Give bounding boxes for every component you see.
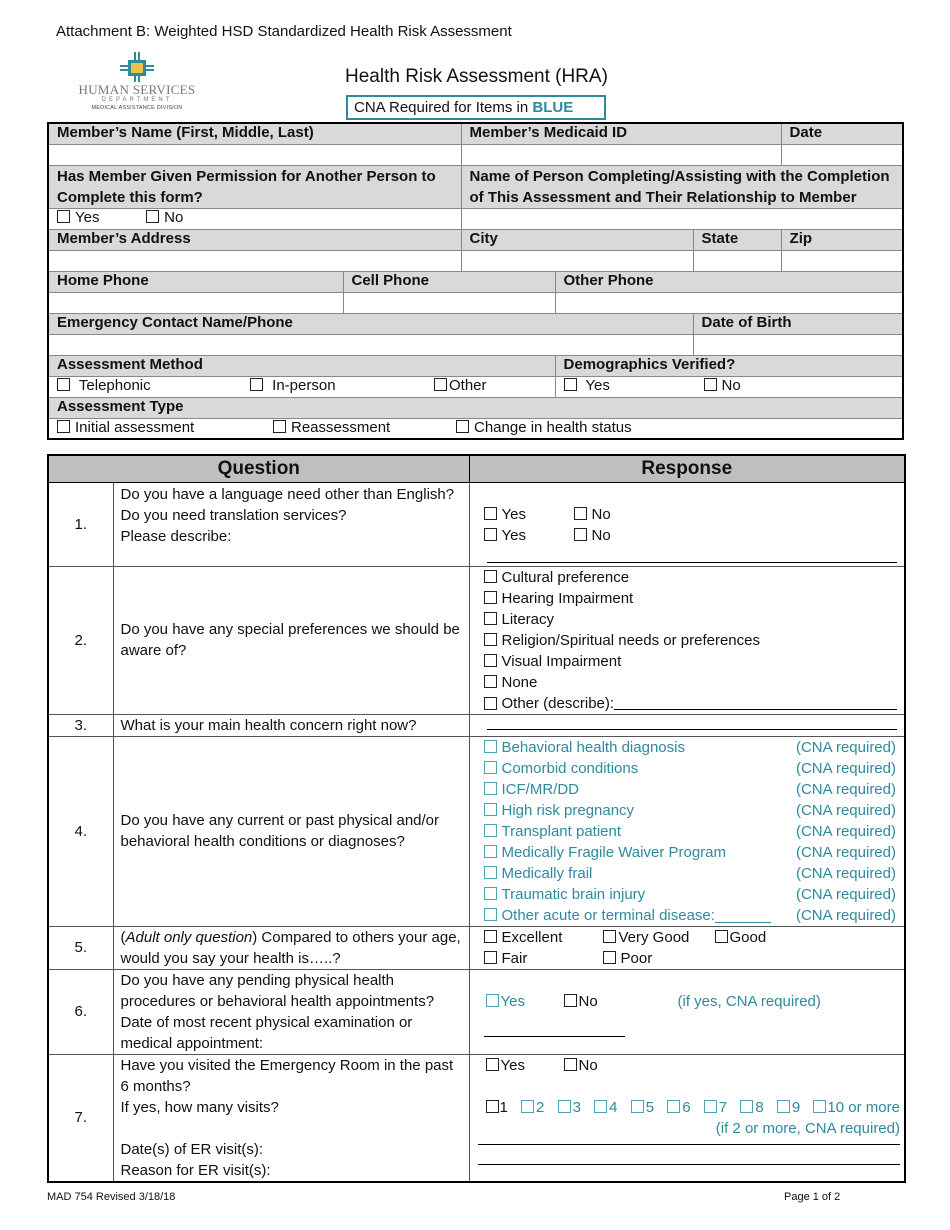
question-row-4 <box>48 736 905 926</box>
checkbox[interactable] <box>484 908 497 921</box>
response-5 <box>469 926 905 969</box>
checkbox[interactable] <box>704 1100 717 1113</box>
describe-line[interactable] <box>487 546 898 563</box>
option-hearing[interactable]: Hearing Impairment <box>484 588 898 609</box>
er-count-3[interactable]: 3 <box>558 1097 581 1118</box>
question-number: 5. <box>48 926 113 969</box>
er-count-2[interactable]: 2 <box>521 1097 544 1118</box>
option-other-disease[interactable]: Other acute or terminal disease: (CNA required) <box>484 905 897 926</box>
type-options <box>48 418 903 439</box>
question-text: (Adult only question) Compared to others your age, would you say your health is…..? <box>113 926 469 969</box>
option-comorbid[interactable]: Comorbid conditions (CNA required) <box>484 758 897 779</box>
pending-note: (if yes, CNA required) <box>677 992 821 1010</box>
method-label: Assessment Method <box>48 355 555 376</box>
option-transplant[interactable]: Transplant patient (CNA required) <box>484 821 897 842</box>
response-1 <box>469 482 905 566</box>
date-field[interactable] <box>781 144 903 165</box>
page-number: Page 1 of 2 <box>784 1191 841 1203</box>
other-disease-line[interactable] <box>715 908 771 923</box>
logo-line1: HUMAN SERVICES <box>78 82 196 97</box>
member-name-field[interactable] <box>48 144 461 165</box>
question-number: 2. <box>48 566 113 714</box>
response-3[interactable] <box>469 714 905 736</box>
question-row-1 <box>48 482 905 566</box>
health-poor[interactable]: Poor <box>603 948 653 969</box>
pending-no[interactable]: No <box>564 991 678 1012</box>
member-info-table <box>47 122 904 440</box>
method-other[interactable]: Other <box>434 377 487 394</box>
checkbox[interactable] <box>484 845 497 858</box>
member-name-label: Member’s Name (First, Middle, Last) <box>48 123 461 144</box>
question-table <box>47 454 906 1183</box>
response-6 <box>469 969 905 1054</box>
checkbox[interactable] <box>484 782 497 795</box>
person-completing-field[interactable] <box>461 208 903 229</box>
form-number: MAD 754 Revised 3/18/18 <box>47 1191 176 1203</box>
checkbox[interactable] <box>484 612 497 625</box>
checkbox[interactable] <box>484 528 497 541</box>
medicaid-id-field[interactable] <box>461 144 781 165</box>
option-none[interactable]: None <box>484 672 898 693</box>
er-count-6[interactable]: 6 <box>667 1097 690 1118</box>
option-literacy[interactable]: Literacy <box>484 609 898 630</box>
checkbox[interactable] <box>57 210 70 223</box>
question-row-7 <box>48 1054 905 1182</box>
date-label: Date <box>781 123 903 144</box>
question-number: 1. <box>48 482 113 566</box>
type-change[interactable]: Change in health status <box>456 419 632 436</box>
checkbox[interactable] <box>484 654 497 667</box>
option-visual[interactable]: Visual Impairment <box>484 651 898 672</box>
er-count-5[interactable]: 5 <box>631 1097 654 1118</box>
er-yes[interactable]: Yes <box>486 1055 564 1076</box>
emergency-field[interactable] <box>48 334 693 355</box>
checkbox[interactable] <box>715 930 728 943</box>
checkbox[interactable] <box>564 1058 577 1071</box>
checkbox[interactable] <box>484 887 497 900</box>
health-fair[interactable]: Fair <box>484 948 603 969</box>
question-text: Do you have any pending physical health procedures or behavioral health appointments? Date of most recent physical examination or medical appointment: <box>113 969 469 1054</box>
translation-no[interactable]: No <box>574 525 611 546</box>
type-label: Assessment Type <box>48 397 903 418</box>
checkbox[interactable] <box>631 1100 644 1113</box>
checkbox[interactable] <box>484 803 497 816</box>
er-reason-line[interactable] <box>478 1145 901 1165</box>
state-field[interactable] <box>693 250 781 271</box>
checkbox[interactable] <box>777 1100 790 1113</box>
checkbox[interactable] <box>486 1058 499 1071</box>
question-number: 7. <box>48 1054 113 1182</box>
checkbox[interactable] <box>484 930 497 943</box>
checkbox[interactable] <box>250 378 263 391</box>
translation-yes[interactable]: Yes <box>484 525 574 546</box>
checkbox[interactable] <box>558 1100 571 1113</box>
er-no[interactable]: No <box>564 1055 598 1076</box>
question-text: Do you have any current or past physical and/or behavioral health conditions or diagnoses? <box>113 736 469 926</box>
response-4 <box>469 736 905 926</box>
attachment-title: Attachment B: Weighted HSD Standardized Health Risk Assessment <box>56 23 512 40</box>
address-label: Member’s Address <box>48 229 461 250</box>
response-7 <box>469 1054 905 1182</box>
checkbox[interactable] <box>704 378 717 391</box>
er-count-10-plus[interactable]: 10 or more <box>813 1097 900 1118</box>
checkbox[interactable] <box>574 507 587 520</box>
checkbox[interactable] <box>813 1100 826 1113</box>
other-describe-line[interactable] <box>614 693 897 710</box>
cna-notice-text: CNA Required for Items in <box>354 99 529 116</box>
zip-label: Zip <box>781 229 903 250</box>
checkbox[interactable] <box>564 994 577 1007</box>
hsd-logo <box>76 52 198 114</box>
checkbox[interactable] <box>603 930 616 943</box>
demographics-no[interactable]: No <box>704 377 741 394</box>
option-pregnancy[interactable]: High risk pregnancy (CNA required) <box>484 800 897 821</box>
column-question: Question <box>48 455 469 482</box>
checkbox[interactable] <box>486 1100 499 1113</box>
permission-no[interactable]: No <box>146 209 183 226</box>
checkbox[interactable] <box>486 994 499 1007</box>
permission-label: Has Member Given Permission for Another Person to Complete this form? <box>48 165 461 208</box>
logo-line3: MEDICAL ASSISTANCE DIVISION <box>91 105 183 111</box>
type-initial[interactable]: Initial assessment <box>57 419 273 436</box>
city-field[interactable] <box>461 250 693 271</box>
cna-notice <box>346 95 606 120</box>
option-religion[interactable]: Religion/Spiritual needs or preferences <box>484 630 898 651</box>
dob-field[interactable] <box>693 334 903 355</box>
method-in-person[interactable]: In-person <box>250 377 434 394</box>
question-row-2 <box>48 566 905 714</box>
home-phone-field[interactable] <box>48 292 343 313</box>
er-count-7[interactable]: 7 <box>704 1097 727 1118</box>
question-text: Have you visited the Emergency Room in the past 6 months? If yes, how many visits? Date(s) of ER visit(s): Reason for ER visit(s): <box>113 1054 469 1182</box>
demographics-options <box>555 376 903 397</box>
question-number: 3. <box>48 714 113 736</box>
demographics-label: Demographics Verified? <box>555 355 903 376</box>
question-text: Do you have a language need other than English? Do you need translation services? Please describe: <box>113 482 469 566</box>
checkbox[interactable] <box>484 951 497 964</box>
checkbox[interactable] <box>667 1100 680 1113</box>
type-reassessment[interactable]: Reassessment <box>273 419 456 436</box>
home-phone-label: Home Phone <box>48 271 343 292</box>
health-excellent[interactable]: Excellent <box>484 927 603 948</box>
cell-phone-label: Cell Phone <box>343 271 555 292</box>
demographics-yes[interactable]: Yes <box>564 377 704 394</box>
er-count-9[interactable]: 9 <box>777 1097 800 1118</box>
checkbox[interactable] <box>484 675 497 688</box>
question-row-6 <box>48 969 905 1054</box>
option-frail[interactable]: Medically frail (CNA required) <box>484 863 897 884</box>
er-count-options <box>486 1097 901 1118</box>
health-good[interactable]: Good <box>715 927 767 948</box>
medicaid-id-label: Member’s Medicaid ID <box>461 123 781 144</box>
person-completing-label: Name of Person Completing/Assisting with the Completion of This Assessment and Their Relationship to Member <box>461 165 903 208</box>
other-phone-field[interactable] <box>555 292 903 313</box>
checkbox[interactable] <box>521 1100 534 1113</box>
option-other[interactable]: Other (describe): <box>484 693 898 714</box>
checkbox[interactable] <box>740 1100 753 1113</box>
permission-options <box>48 208 461 229</box>
cell-phone-field[interactable] <box>343 292 555 313</box>
checkbox[interactable] <box>484 507 497 520</box>
page-title: Health Risk Assessment (HRA) <box>345 66 608 87</box>
er-count-1[interactable]: 1 <box>486 1097 508 1118</box>
checkbox[interactable] <box>484 761 497 774</box>
checkbox[interactable] <box>484 570 497 583</box>
option-icf[interactable]: ICF/MR/DD (CNA required) <box>484 779 897 800</box>
checkbox[interactable] <box>146 210 159 223</box>
question-number: 4. <box>48 736 113 926</box>
option-tbi[interactable]: Traumatic brain injury (CNA required) <box>484 884 897 905</box>
column-response: Response <box>469 455 905 482</box>
er-note: (if 2 or more, CNA required) <box>715 1119 900 1137</box>
health-concern-line[interactable] <box>487 715 898 730</box>
health-very-good[interactable]: Very Good <box>603 927 715 948</box>
state-label: State <box>693 229 781 250</box>
other-phone-label: Other Phone <box>555 271 903 292</box>
question-row-5 <box>48 926 905 969</box>
question-number: 6. <box>48 969 113 1054</box>
question-text: Do you have any special preferences we should be aware of? <box>113 566 469 714</box>
address-field[interactable] <box>48 250 461 271</box>
checkbox[interactable] <box>484 591 497 604</box>
checkbox[interactable] <box>603 951 616 964</box>
language-yes[interactable]: Yes <box>484 504 574 525</box>
checkbox[interactable] <box>273 420 286 433</box>
checkbox[interactable] <box>484 633 497 646</box>
checkbox[interactable] <box>484 824 497 837</box>
option-cultural[interactable]: Cultural preference <box>484 567 898 588</box>
checkbox[interactable] <box>456 420 469 433</box>
checkbox[interactable] <box>574 528 587 541</box>
question-text: What is your main health concern right now? <box>113 714 469 736</box>
checkbox[interactable] <box>484 740 497 753</box>
checkbox[interactable] <box>57 420 70 433</box>
pending-yes[interactable]: Yes <box>486 991 564 1012</box>
method-options <box>48 376 555 397</box>
er-count-4[interactable]: 4 <box>594 1097 617 1118</box>
city-label: City <box>461 229 693 250</box>
option-behavioral[interactable]: Behavioral health diagnosis (CNA required) <box>484 737 897 758</box>
exam-date-line[interactable] <box>484 1012 625 1037</box>
checkbox[interactable] <box>484 866 497 879</box>
cna-notice-blue: BLUE <box>532 99 574 116</box>
checkbox[interactable] <box>564 378 577 391</box>
option-fragile-waiver[interactable]: Medically Fragile Waiver Program (CNA required) <box>484 842 897 863</box>
logo-line2: DEPARTMENT <box>101 97 173 103</box>
emergency-label: Emergency Contact Name/Phone <box>48 313 693 334</box>
checkbox[interactable] <box>57 378 70 391</box>
response-2 <box>469 566 905 714</box>
dob-label: Date of Birth <box>693 313 903 334</box>
checkbox[interactable] <box>594 1100 607 1113</box>
method-telephonic[interactable]: Telephonic <box>57 377 250 394</box>
question-row-3 <box>48 714 905 736</box>
checkbox[interactable] <box>434 378 447 391</box>
er-count-8[interactable]: 8 <box>740 1097 763 1118</box>
checkbox[interactable] <box>484 697 497 710</box>
zia-logo-icon <box>76 52 198 82</box>
zip-field[interactable] <box>781 250 903 271</box>
language-no[interactable]: No <box>574 504 611 525</box>
permission-yes[interactable]: Yes <box>57 209 142 226</box>
